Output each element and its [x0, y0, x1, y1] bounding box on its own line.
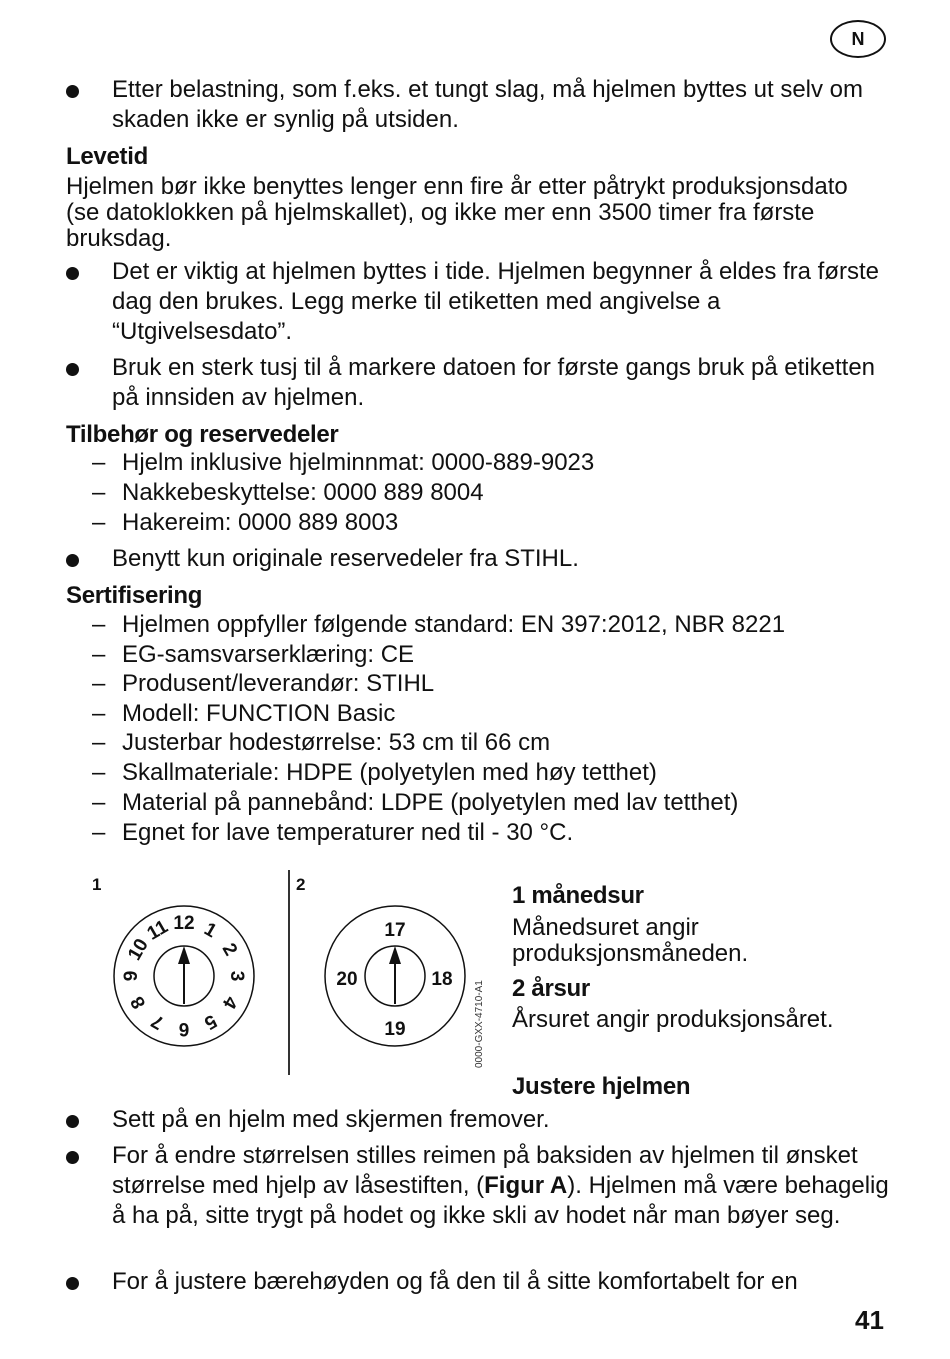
list-item: – Justerbar hodestørrelse: 53 cm til 66 cm [92, 729, 551, 756]
month-dial-label: 1 [200, 918, 221, 943]
bullet-icon [66, 363, 79, 376]
list-item: – Nakkebeskyttelse: 0000 889 8004 [92, 479, 484, 506]
year-dial-arrow-icon [389, 946, 401, 964]
month-dial-label: 3 [226, 970, 247, 982]
section-heading-sertifisering: Sertifisering [66, 582, 203, 609]
list-item: – Produsent/leverandør: STIHL [92, 670, 435, 697]
list-item: – Hjelmen oppfyller følgende standard: EN 397:2012, NBR 8221 [92, 611, 786, 638]
legend-item-2-title: 2 årsur [512, 975, 590, 1002]
section-heading-justere: Justere hjelmen [512, 1073, 691, 1100]
month-dial-label: 11 [143, 916, 172, 945]
list-item: – Hakereim: 0000 889 8003 [92, 509, 399, 536]
bullet-icon [66, 1151, 79, 1164]
legend-item-1-title: 1 månedsur [512, 882, 644, 909]
list-item: – Hjelm inklusive hjelminnmat: 0000-889-9023 [92, 449, 595, 476]
list-item: – Egnet for lave temperaturer ned til - 30 °C. [92, 819, 574, 846]
bullet-icon [66, 1115, 79, 1128]
month-dial-label: 12 [173, 913, 195, 934]
month-dial [100, 900, 270, 1050]
year-dial [320, 900, 470, 1050]
figure-code: 0000-GXX-4710-A1 [474, 980, 485, 1068]
year-dial-label: 17 [384, 920, 406, 941]
list-item: – Modell: FUNCTION Basic [92, 700, 396, 727]
month-dial-label: 10 [124, 935, 153, 965]
year-dial-label: 19 [384, 1019, 406, 1040]
month-dial-label: 2 [217, 939, 242, 960]
page-number: 41 [855, 1305, 884, 1335]
language-badge: N [830, 20, 886, 58]
figure-divider [288, 870, 290, 1075]
section-heading-tilbehor: Tilbehør og reservedeler [66, 421, 339, 448]
bullet-icon [66, 267, 79, 280]
month-dial-label: 5 [200, 1009, 221, 1034]
figure-reference: Figur A [484, 1172, 568, 1199]
levetid-paragraph: Hjelmen bør ikke benyttes lenger enn fire år etter påtrykt produksjonsdato (se datoklokken på hjelmskallet), og ikke mer enn 3500 timer fra første bruksdag. [66, 173, 848, 252]
month-dial-label: 8 [126, 992, 151, 1013]
list-item: – EG-samsvarserklæring: CE [92, 641, 415, 668]
list-item: – Material på pannebånd: LDPE (polyetylen med lav tetthet) [92, 789, 739, 816]
month-dial-label: 9 [121, 970, 142, 982]
bullet-icon [66, 554, 79, 567]
month-dial-label: 6 [178, 1018, 190, 1039]
bullet-icon [66, 85, 79, 98]
legend-item-1-text: Månedsuret angir produksjonsmåneden. [512, 914, 749, 967]
year-dial-label: 18 [431, 969, 453, 990]
manual-page: N Etter belastning, som f.eks. et tungt slag, må hjelmen byttes ut selv om skaden ikke er synlig på utsiden. Levetid Hjelmen bør ikke benyttes lenger enn fire år etter påtrykt produksjonsdato (se datoklokken på hjelmskallet), og ikke mer enn 3500 timer fra første bruksdag. Det er viktig at hjelmen byttes i tide. Hjelmen begynner å eldes fra første dag den brukes. Legg merke til etiketten med angivelse a “Utgivelsesdato”. Bruk en sterk tusj til å markere datoen for første gangs bruk på etiketten på innsiden av hjelmen. Tilbehør og reservedeler – Hjelm inklusive hjelminnmat: 0000-889-9023 – Nakkebeskyttelse: 0000 889 8004 – Hakereim: 0000 889 8003 Benytt kun originale reservedeler fra STIHL. Sertifisering – Hjelmen oppfyller følgende standard: EN 397:2012, NBR 8221 – EG-samsvarserklæring: CE – Produsent/leverandør: STIHL – Modell: FUNCTION Basic – Justerbar hodestørrelse: 53 cm til 66 cm – Skallmateriale: HDPE (polyetylen med høy tetthet) – Material på pannebånd: LDPE (polyetylen med lav tetthet) – Egnet for lave temperaturer ned til - 30 °C. 1 2 1 2 3 4 5 6 7 8 9 10 11 12 17 18 19 20 0000-GXX-4710-A1 1 månedsur Månedsuret angir produksjonsmåneden. 2 årsur Årsuret angir produksjonsåret. Justere hjelmen Sett på en hjelm med skjermen fremover. For å endre størrelsen stilles reimen på baksiden av hjelmen til ønsket størrelse med hjelp av låsestiften, (Figur A). Hjelmen må være behagelig å ha på, sitte trygt på hodet og ikke skli av hodet når man bøyer seg. For å justere bærehøyden og få den til å sitte komfortabelt for en 41 [0, 0, 950, 1359]
legend-item-2-text: Årsuret angir produksjonsåret. [512, 1006, 834, 1033]
month-dial-arrow-icon [178, 946, 190, 964]
figure-label-1: 1 [92, 875, 102, 894]
month-dial-label: 4 [217, 992, 242, 1013]
list-item: – Skallmateriale: HDPE (polyetylen med høy tetthet) [92, 759, 657, 786]
bullet-icon [66, 1277, 79, 1290]
year-dial-label: 20 [336, 969, 358, 990]
section-heading-levetid: Levetid [66, 143, 148, 170]
month-dial-label: 7 [147, 1009, 168, 1034]
figure-label-2: 2 [296, 875, 306, 894]
